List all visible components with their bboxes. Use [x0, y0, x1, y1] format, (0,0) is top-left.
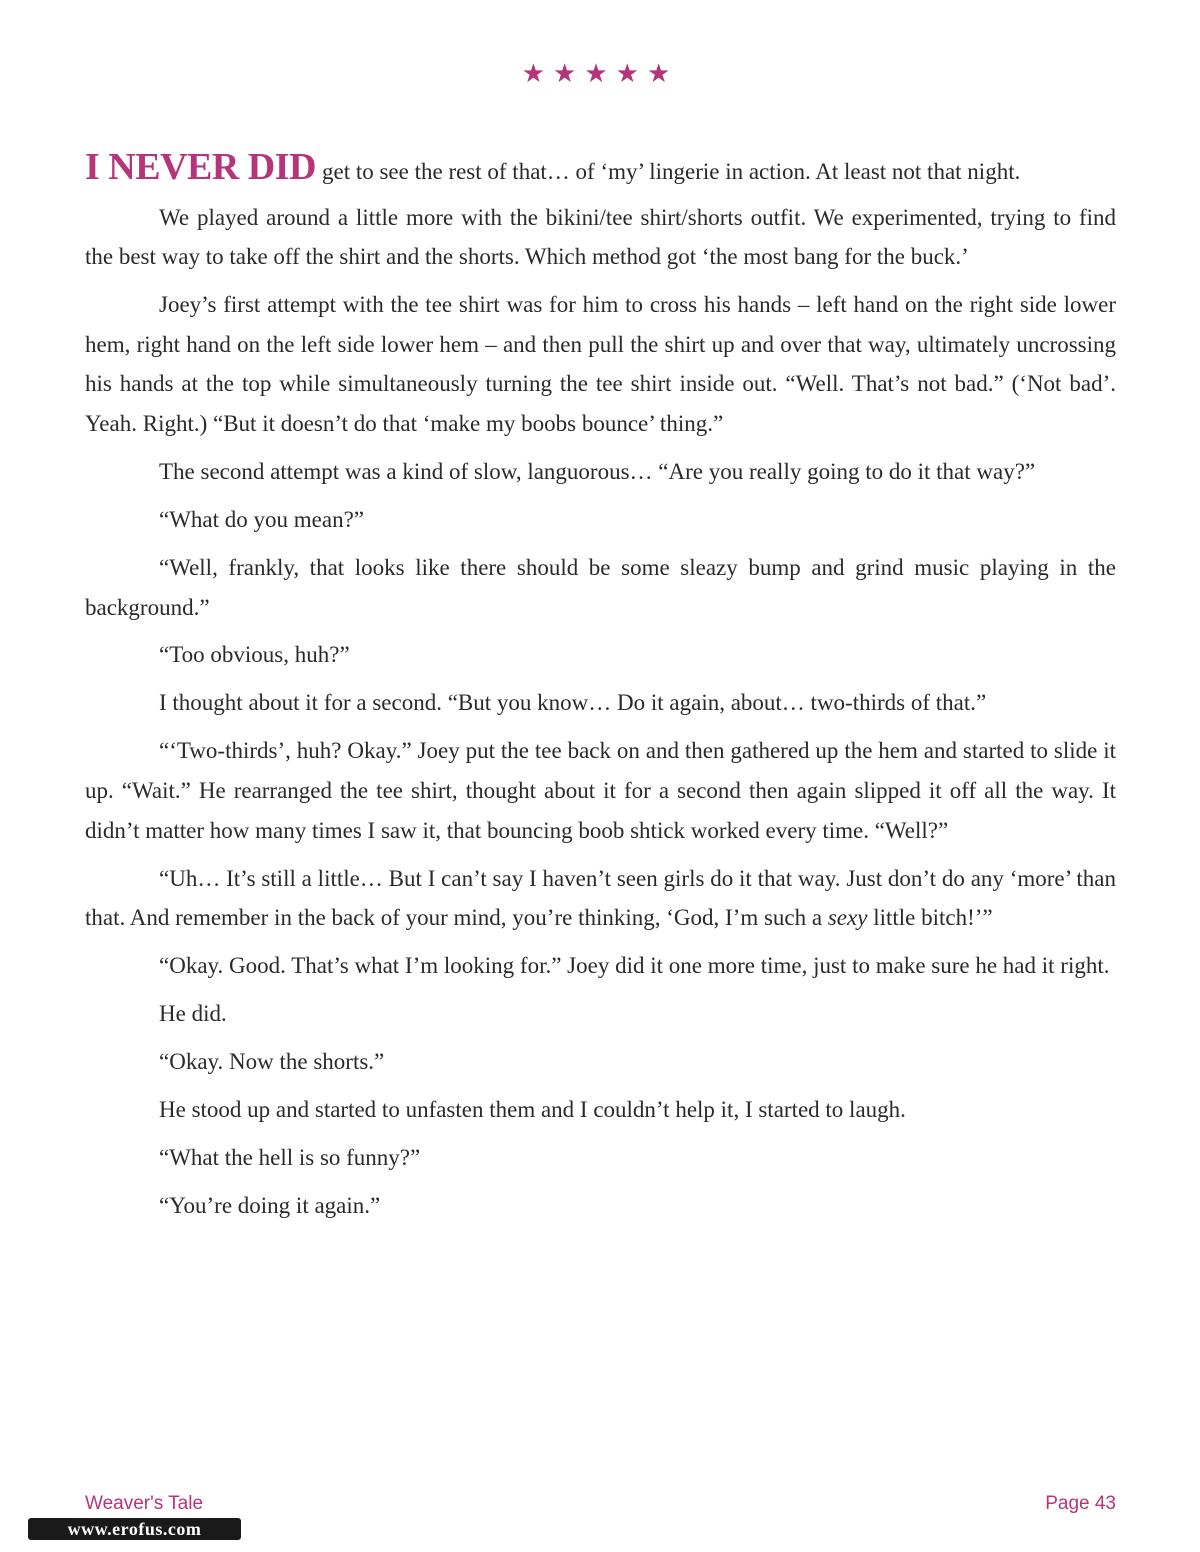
- body-text: [85, 148, 1116, 1234]
- paragraph: “What do you mean?”: [159, 506, 364, 532]
- paragraph: “Okay. Now the shorts.”: [159, 1049, 385, 1075]
- paragraph: [85, 859, 1116, 938]
- paragraph: “Okay. Good. That’s what I’m looking for.” Joey did it one more time, just to make sure he had it right.: [159, 953, 1110, 979]
- paragraph: “‘Two-thirds’, huh? Okay.” Joey put the tee back on and then gathered up the hem and started to slide it up. “Wait.” He rearranged the tee shirt, thought about it for a second then again slipped it off all the way. It didn’t matter how many times I saw it, that bouncing boob shtick worked every time. “Well?”: [85, 738, 1116, 843]
- paragraph: He did.: [159, 1001, 227, 1027]
- watermark: www.erofus.com: [28, 1518, 241, 1540]
- paragraph: “You’re doing it again.”: [159, 1193, 381, 1219]
- paragraph: “Well, frankly, that looks like there should be some sleazy bump and grind music playing in the background.”: [85, 554, 1116, 620]
- opening-text: get to see the rest of that… of ‘my’ lingerie in action. At least not that night.: [321, 159, 1021, 184]
- star-ornament: ★★★★★: [521, 59, 679, 89]
- paragraph-text: little bitch!’”: [867, 905, 993, 931]
- paragraph: “What the hell is so funny?”: [159, 1145, 421, 1171]
- opening-dropcap: I NEVER DID: [85, 146, 316, 188]
- paragraph: We played around a little more with the bikini/tee shirt/shorts outfit. We experimented, trying to find the best way to take off the shirt and the shorts. Which method got ‘the most bang for the buck.’: [85, 204, 1116, 270]
- paragraph: He stood up and started to unfasten them and I couldn’t help it, I started to laugh.: [159, 1097, 906, 1123]
- emphasis-text: sexy: [827, 905, 868, 931]
- paragraph: I thought about it for a second. “But you know… Do it again, about… two-thirds of that.”: [159, 690, 987, 716]
- book-title: Weaver's Tale: [85, 1493, 204, 1514]
- paragraph: The second attempt was a kind of slow, languorous… “Are you really going to do it that way?”: [159, 458, 1036, 484]
- paragraph: “Too obvious, huh?”: [159, 642, 350, 668]
- paragraph: Joey’s first attempt with the tee shirt was for him to cross his hands – left hand on the right side lower hem, right hand on the left side lower hem – and then pull the shirt up and over that way, ultimately uncrossing his hands at the top while simultaneously turning the tee shirt inside out. “Well. That’s not bad.” (‘Not bad’. Yeah. Right.) “But it doesn’t do that ‘make my boobs bounce’ thing.”: [85, 292, 1116, 436]
- opening-paragraph: [85, 148, 1116, 192]
- page-footer: [85, 1493, 1116, 1521]
- paragraph-text: “Uh… It’s still a little… But I can’t say I haven’t seen girls do it that way. Just don’t do any ‘more’ than that. And remember in the back of your mind, you’re thinking, ‘God, I’m such a: [85, 865, 1116, 931]
- page-number: Page 43: [1045, 1493, 1116, 1514]
